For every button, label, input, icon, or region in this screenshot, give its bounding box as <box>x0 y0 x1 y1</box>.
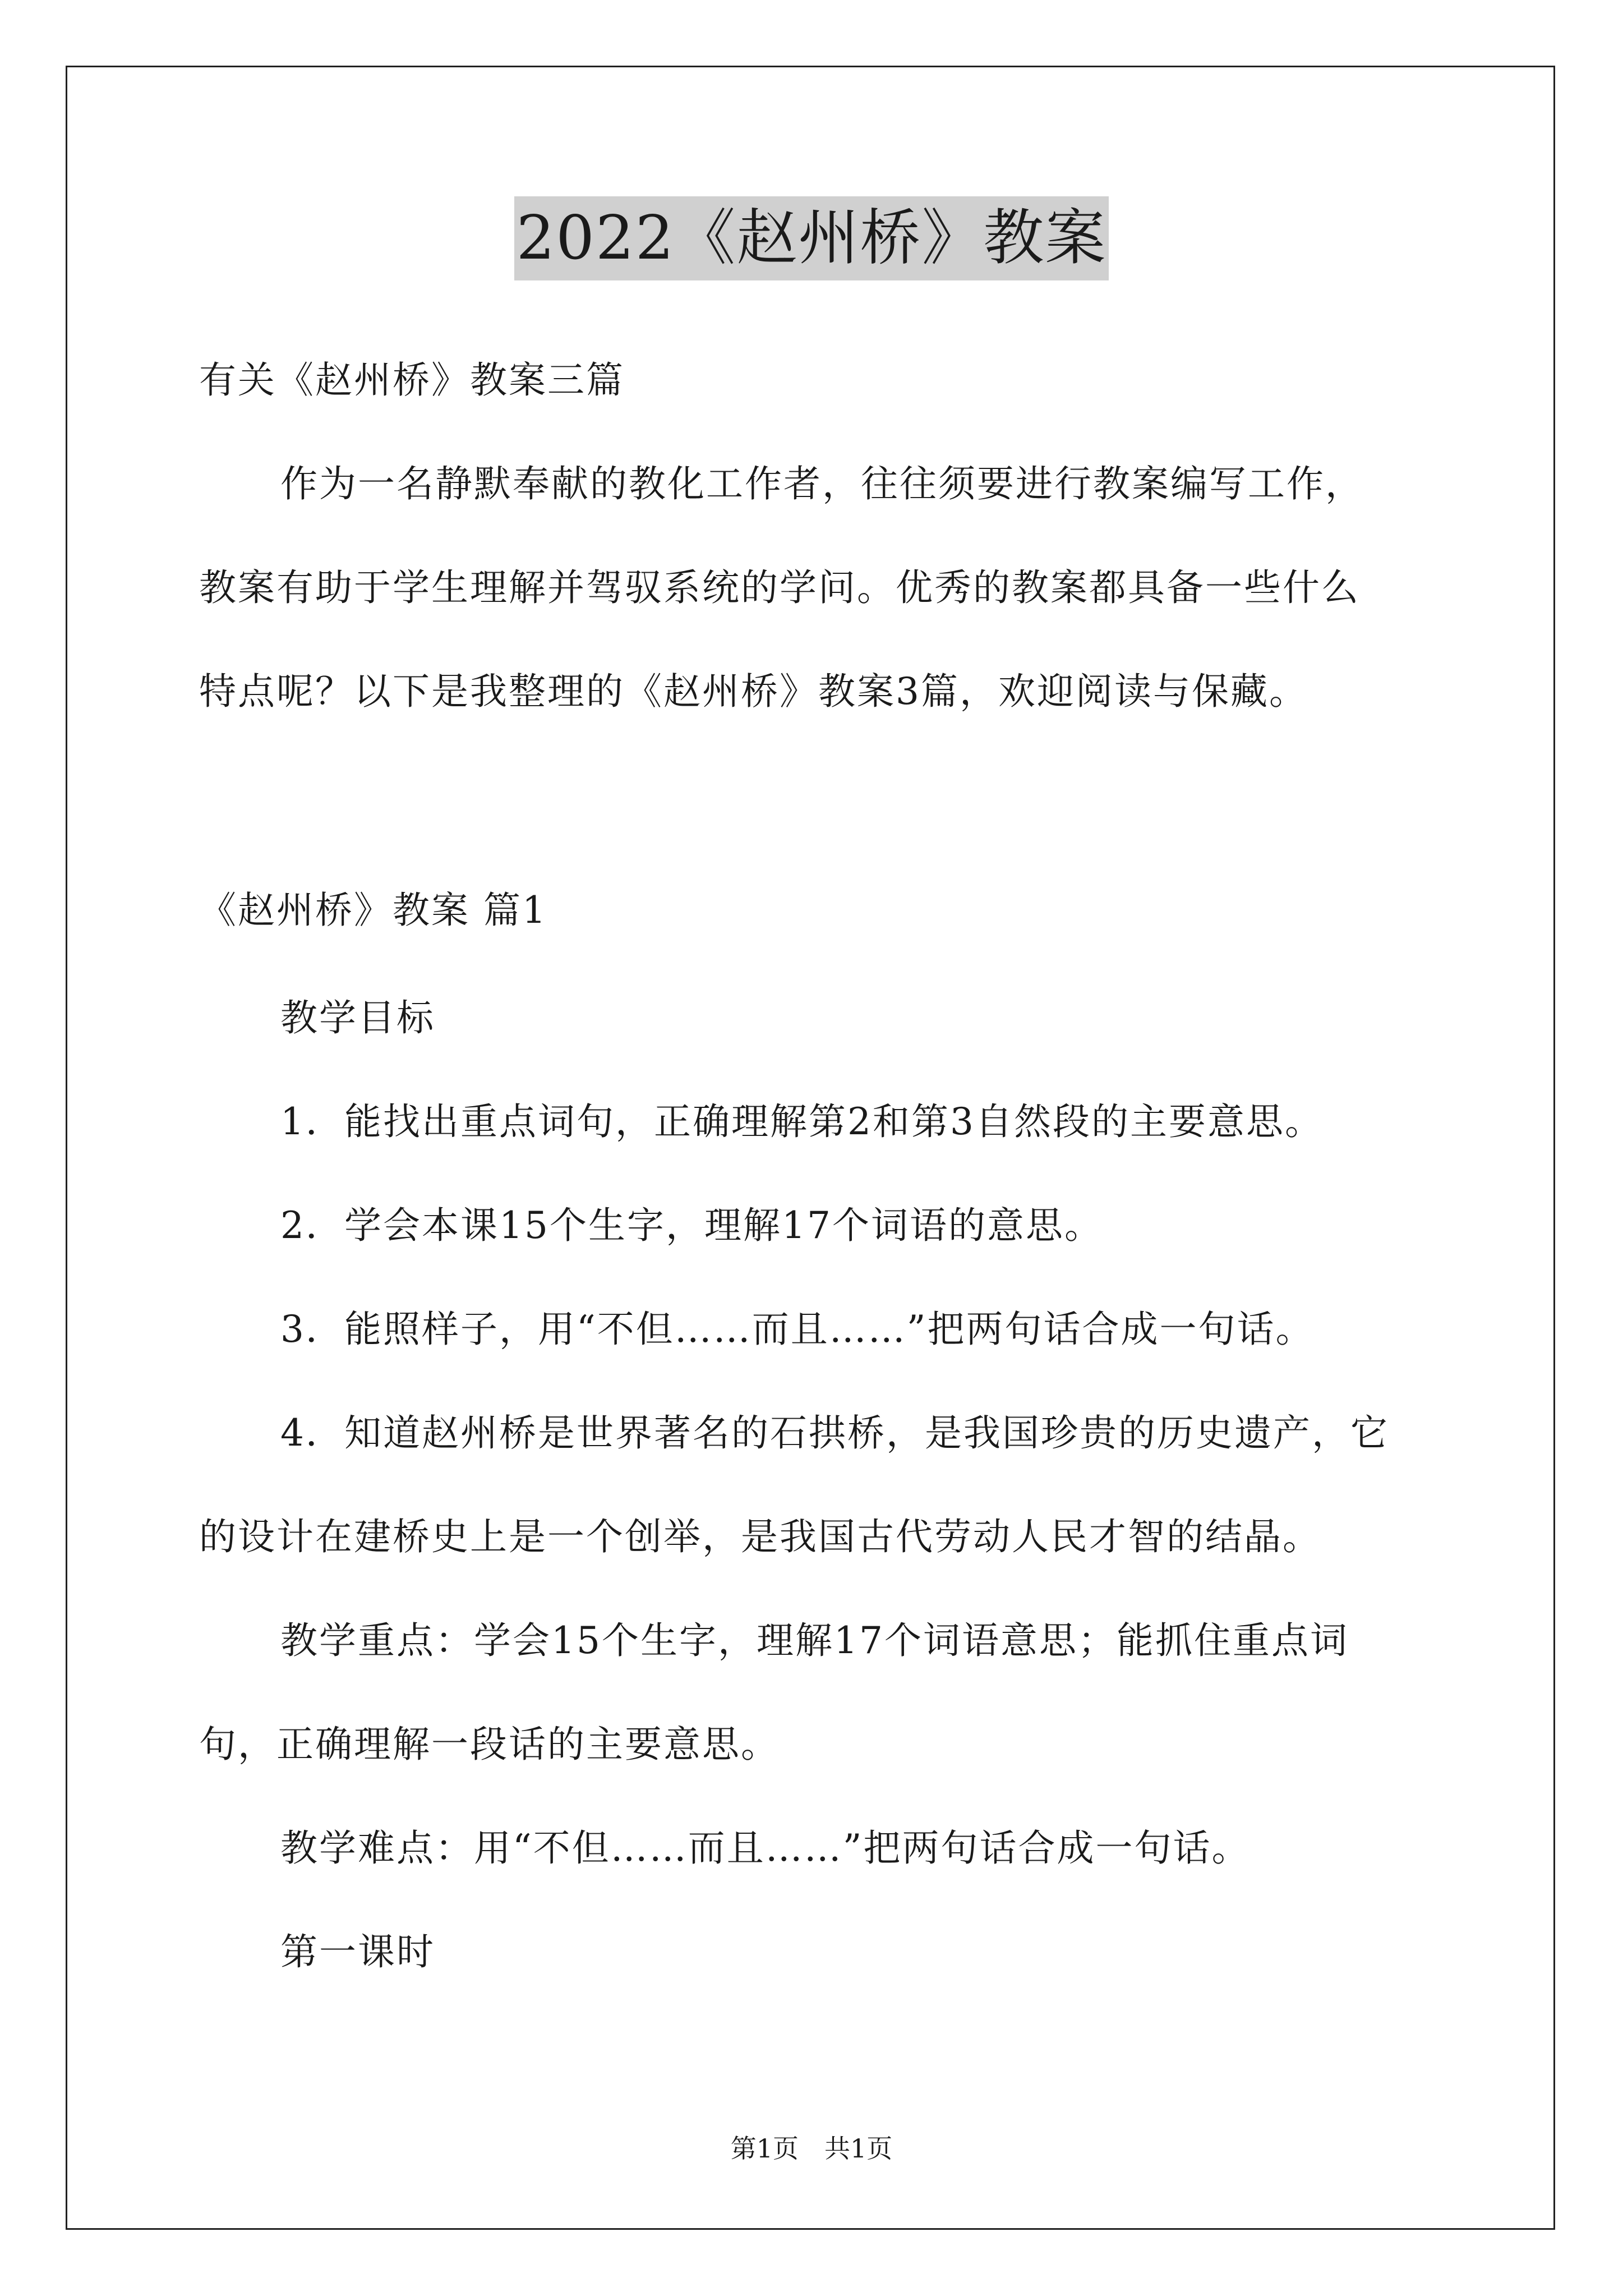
period-heading: 第一课时 <box>280 1930 435 1973</box>
intro-line-2: 教案有助于学生理解并驾驭系统的学问。优秀的教案都具备一些什么 <box>199 566 1360 609</box>
document-title: 2022《赵州桥》教案 <box>514 196 1109 280</box>
goal-item-2: 2．学会本课15个生字，理解17个词语的意思。 <box>280 1204 1103 1247</box>
intro-line-3: 特点呢？以下是我整理的《赵州桥》教案3篇，欢迎阅读与保藏。 <box>199 670 1308 713</box>
intro-line-1: 作为一名静默奉献的教化工作者，往往须要进行教案编写工作， <box>280 462 1364 505</box>
goals-heading: 教学目标 <box>280 996 435 1039</box>
goal-item-4-line-1: 4．知道赵州桥是世界著名的石拱桥，是我国珍贵的历史遗产，它 <box>280 1411 1389 1455</box>
title-container <box>0 196 1623 280</box>
subtitle: 有关《赵州桥》教案三篇 <box>199 358 625 402</box>
goal-item-3: 3．能照样子，用“不但……而且……”把两句话合成一句话。 <box>280 1308 1315 1351</box>
section-heading: 《赵州桥》教案 篇1 <box>199 889 547 932</box>
key-points-line-2: 句，正确理解一段话的主要意思。 <box>199 1723 780 1766</box>
goal-item-4-line-2: 的设计在建桥史上是一个创举，是我国古代劳动人民才智的结晶。 <box>199 1515 1321 1558</box>
page-footer: 第1页 共1页 <box>730 2133 893 2164</box>
key-points-line-1: 教学重点：学会15个生字，理解17个词语意思；能抓住重点词 <box>280 1619 1349 1662</box>
goal-item-1: 1．能找出重点词句，正确理解第2和第3自然段的主要意思。 <box>280 1100 1324 1143</box>
difficulty: 教学难点：用“不但……而且……”把两句话合成一句话。 <box>280 1826 1251 1870</box>
